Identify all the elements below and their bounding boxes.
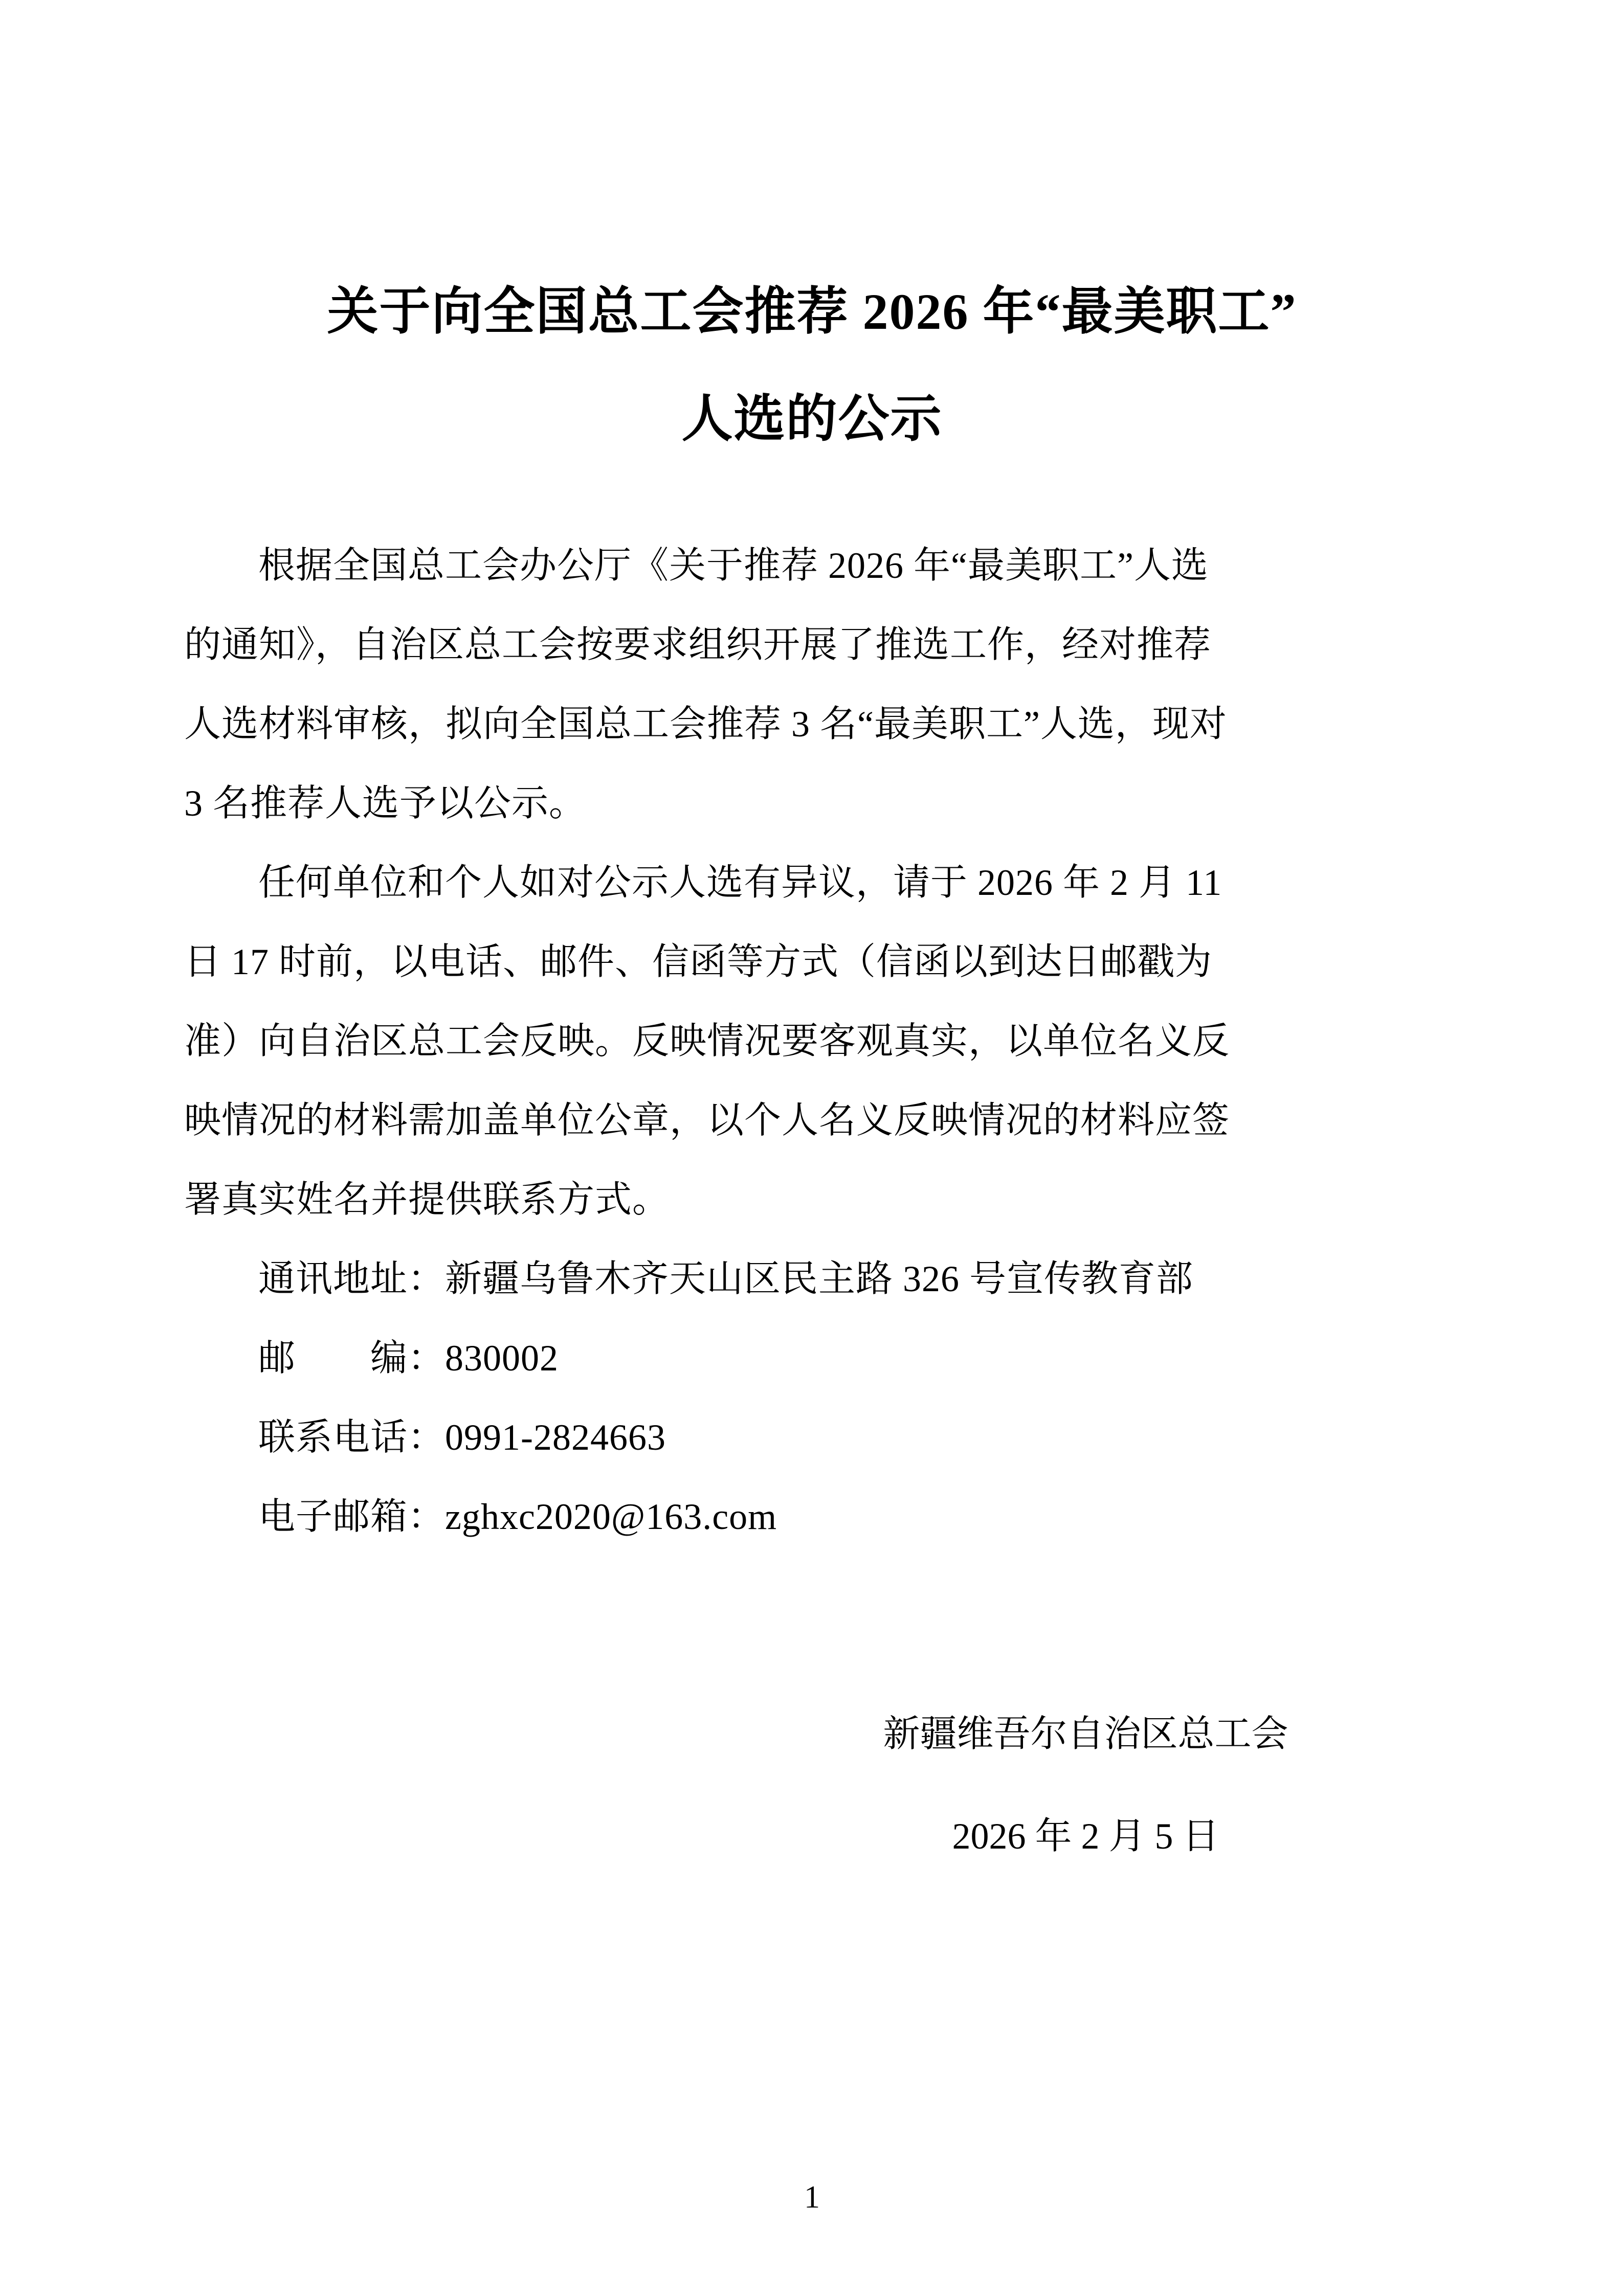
title-line-1: 关于向全国总工会推荐 2026 年“最美职工” xyxy=(327,283,1297,340)
title-line-2: 人选的公示 xyxy=(681,391,943,447)
contact-postcode-line: 邮 编：830002 xyxy=(258,1338,559,1379)
body-line-6: 日 17 时前，以电话、邮件、信函等方式（信函以到达日邮戳为 xyxy=(184,941,1213,982)
body-line-3: 人选材料审核，拟向全国总工会推荐 3 名“最美职工”人选，现对 xyxy=(184,704,1227,745)
body-line-1: 根据全国总工会办公厅《关于推荐 2026 年“最美职工”人选 xyxy=(258,545,1209,586)
signature-date: 2026 年 2 月 5 日 xyxy=(952,1816,1219,1857)
contact-email-line: 电子邮箱：zghxc2020@163.com xyxy=(258,1496,777,1537)
page-number: 1 xyxy=(804,2180,820,2215)
body-line-8: 映情况的材料需加盖单位公章，以个人名义反映情况的材料应签 xyxy=(184,1100,1230,1141)
body-line-4: 3 名推荐人选予以公示。 xyxy=(184,783,587,824)
body-line-7: 准）向自治区总工会反映。反映情况要客观真实，以单位名义反 xyxy=(184,1021,1230,1062)
body-line-2: 的通知》，自治区总工会按要求组织开展了推选工作，经对推荐 xyxy=(184,624,1212,665)
document-title xyxy=(184,258,1440,473)
body-line-5: 任何单位和个人如对公示人选有异议，请于 2026 年 2 月 11 xyxy=(258,862,1222,903)
document-body xyxy=(184,526,1440,1557)
signature-org: 新疆维吾尔自治区总工会 xyxy=(883,1714,1288,1754)
contact-phone-line: 联系电话：0991-2824663 xyxy=(258,1417,666,1458)
body-line-9: 署真实姓名并提供联系方式。 xyxy=(184,1179,670,1220)
signature-block xyxy=(731,1695,1440,1876)
contact-address-line: 通讯地址：新疆乌鲁木齐天山区民主路 326 号宣传教育部 xyxy=(258,1258,1194,1299)
